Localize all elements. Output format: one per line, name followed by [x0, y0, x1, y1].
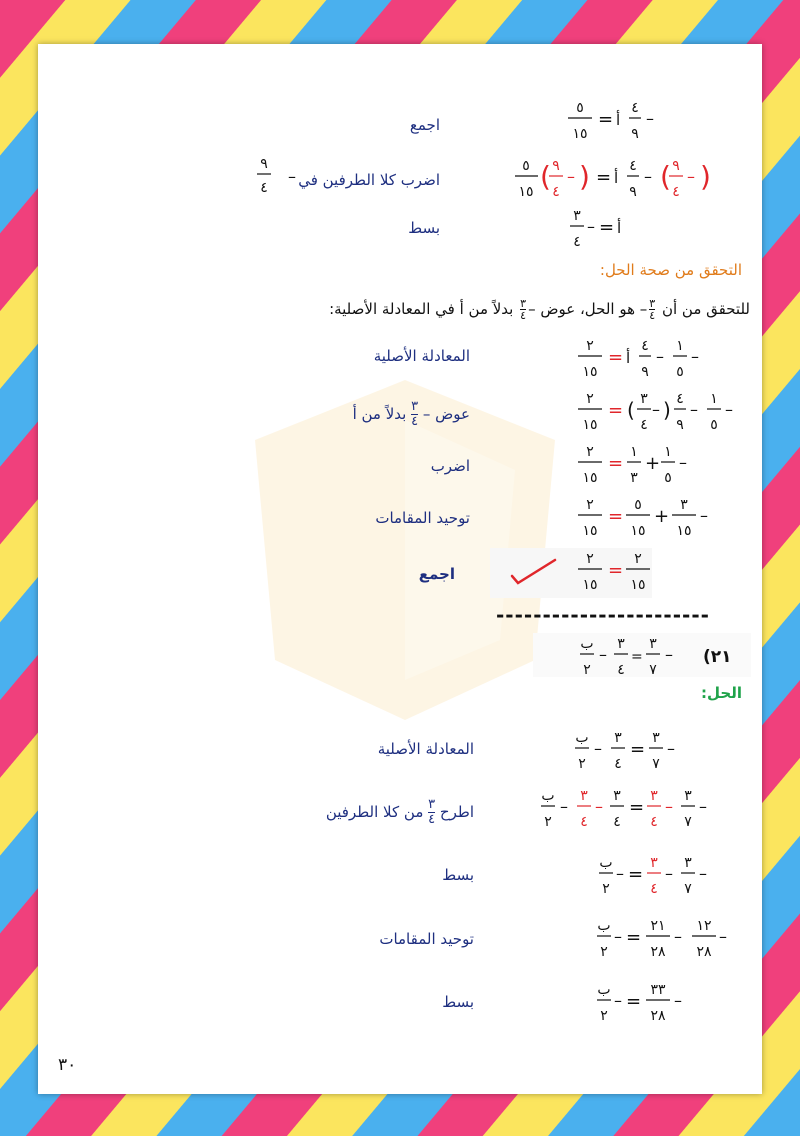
- svg-text:٥: ٥: [710, 417, 718, 433]
- check-equation-2: [572, 383, 752, 437]
- svg-text:٤: ٤: [580, 814, 588, 830]
- svg-text:–: –: [725, 400, 733, 419]
- minus-sign: –: [646, 109, 654, 128]
- svg-text:١٥: ١٥: [582, 364, 598, 380]
- step-label-substitute: عوض – ٣ ٤ بدلاً من أ: [352, 399, 470, 429]
- svg-text:): ): [700, 160, 711, 193]
- svg-text:٣: ٣: [649, 636, 657, 652]
- svg-text:–: –: [690, 400, 698, 419]
- svg-text:ب: ب: [575, 730, 589, 746]
- svg-text:–: –: [595, 797, 603, 816]
- svg-text:ب: ب: [597, 982, 611, 998]
- p21-step-simplify-2: بسط: [442, 993, 474, 1011]
- svg-text:–: –: [614, 927, 622, 946]
- equation-a2: [512, 150, 722, 204]
- p21-step-subtract: اطرح ٣ ٤ من كلا الطرفين: [325, 797, 474, 827]
- svg-text:٣: ٣: [573, 208, 581, 224]
- svg-text:–: –: [719, 927, 727, 946]
- svg-text:٩: ٩: [629, 184, 637, 200]
- svg-text:–: –: [560, 797, 568, 816]
- svg-text:١٥: ١٥: [582, 417, 598, 433]
- svg-text:٧: ٧: [684, 881, 692, 897]
- multiplier-fraction: [254, 150, 304, 202]
- step-label-multiply: اضرب: [430, 457, 470, 475]
- svg-text:–: –: [687, 167, 695, 186]
- svg-text:٤: ٤: [641, 338, 649, 354]
- svg-text:=: =: [608, 560, 624, 581]
- svg-text:٢٨: ٢٨: [696, 944, 712, 960]
- p21-step-simplify: بسط: [442, 866, 474, 884]
- svg-text:١٥: ١٥: [582, 523, 598, 539]
- equals-sign: =: [598, 109, 614, 130]
- svg-text:–: –: [699, 797, 707, 816]
- svg-text:١٥: ١٥: [630, 523, 646, 539]
- check-equation-3: [572, 436, 712, 490]
- svg-text:١: ١: [664, 444, 672, 460]
- svg-text:=: =: [629, 797, 645, 818]
- svg-text:–: –: [652, 400, 660, 419]
- svg-text:٧: ٧: [652, 756, 660, 772]
- svg-text:١٥: ١٥: [518, 184, 534, 200]
- svg-text:–: –: [587, 217, 595, 236]
- fraction-5-15: [568, 100, 592, 142]
- svg-text:٣: ٣: [640, 391, 648, 407]
- svg-text:٥: ٥: [576, 100, 584, 116]
- section-divider: -----------------------: [496, 603, 710, 627]
- svg-text:ب: ب: [541, 788, 555, 804]
- p21-equation-5: [592, 974, 702, 1028]
- solution-label: الحل:: [701, 684, 742, 702]
- page-number: ٣٠: [58, 1055, 77, 1075]
- svg-text:٣: ٣: [580, 788, 588, 804]
- p21-step-original: المعادلة الأصلية: [377, 740, 474, 758]
- svg-text:–: –: [614, 991, 622, 1010]
- svg-text:=: =: [626, 927, 642, 948]
- check-equation-4: [572, 489, 722, 543]
- svg-text:٥: ٥: [522, 158, 530, 174]
- svg-text:٤: ٤: [650, 881, 658, 897]
- svg-text:٥: ٥: [664, 470, 672, 486]
- svg-text:٤: ٤: [260, 180, 268, 196]
- svg-text:٢: ٢: [600, 944, 608, 960]
- svg-text:٢: ٢: [586, 444, 594, 460]
- svg-text:–: –: [674, 991, 682, 1010]
- step-label-add: اجمع: [409, 116, 440, 134]
- svg-text:١٢: ١٢: [696, 918, 712, 934]
- svg-text:(: (: [540, 160, 551, 193]
- svg-text:٣: ٣: [650, 855, 658, 871]
- p21-equation-3: [594, 847, 724, 901]
- svg-text:٣: ٣: [650, 788, 658, 804]
- svg-text:١: ١: [630, 444, 638, 460]
- svg-text:٤: ٤: [650, 814, 658, 830]
- svg-text:٢: ٢: [600, 1008, 608, 1024]
- svg-text:٣: ٣: [684, 788, 692, 804]
- check-equation-1: [572, 330, 752, 384]
- fraction-4-9: [629, 100, 641, 142]
- p21-step-common-denominator: توحيد المقامات: [379, 930, 474, 948]
- svg-text:أ: أ: [626, 349, 631, 367]
- svg-text:٩: ٩: [260, 156, 268, 172]
- svg-text:=: =: [608, 506, 624, 527]
- svg-text:٤: ٤: [640, 417, 648, 433]
- multiplier-frac: [257, 156, 271, 196]
- svg-text:+: +: [654, 506, 670, 527]
- check-equation-5: [572, 543, 662, 597]
- svg-text:١٥: ١٥: [582, 470, 598, 486]
- svg-text:٩: ٩: [641, 364, 649, 380]
- problem-21-statement: [575, 628, 750, 682]
- svg-text:): ): [663, 398, 671, 422]
- svg-text:٥: ٥: [676, 364, 684, 380]
- svg-text:٤: ٤: [552, 184, 560, 200]
- svg-text:١٥: ١٥: [630, 577, 646, 593]
- p21-equation-4: [592, 910, 742, 964]
- svg-text:٢: ٢: [544, 814, 552, 830]
- svg-text:+: +: [645, 453, 661, 474]
- svg-text:١: ١: [676, 338, 684, 354]
- svg-text:٤: ٤: [613, 814, 621, 830]
- svg-text:=: =: [630, 739, 646, 760]
- svg-text:–: –: [699, 864, 707, 883]
- svg-text:٣: ٣: [684, 855, 692, 871]
- step-label-common-denominator: توحيد المقامات: [375, 509, 470, 527]
- svg-text:=: =: [608, 453, 624, 474]
- svg-text:٣٣: ٣٣: [650, 982, 666, 998]
- step-label-original-equation: المعادلة الأصلية: [373, 347, 470, 365]
- svg-text:–: –: [616, 864, 624, 883]
- svg-text:١: ١: [710, 391, 718, 407]
- svg-text:٩: ٩: [676, 417, 684, 433]
- svg-text:٤: ٤: [614, 756, 622, 772]
- svg-text:١٥: ١٥: [582, 577, 598, 593]
- svg-text:ب: ب: [597, 918, 611, 934]
- svg-text:٩: ٩: [552, 158, 560, 174]
- svg-text:=: =: [599, 217, 615, 238]
- step-label-simplify: بسط: [408, 219, 440, 237]
- svg-text:٤: ٤: [629, 158, 637, 174]
- svg-text:٤: ٤: [573, 234, 581, 250]
- p21-equation-1: [570, 722, 690, 776]
- equation-a1: [562, 92, 672, 146]
- svg-text:–: –: [656, 347, 664, 366]
- multiplier-minus: –: [288, 167, 296, 186]
- svg-text:–: –: [665, 864, 673, 883]
- svg-text:–: –: [679, 453, 687, 472]
- problem-number: (٢١: [703, 647, 732, 667]
- p21-equation-2: [536, 780, 726, 834]
- svg-text:٣: ٣: [617, 636, 625, 652]
- checkmark-icon: [510, 556, 558, 586]
- svg-text:–: –: [667, 739, 675, 758]
- svg-text:٩: ٩: [631, 126, 639, 142]
- svg-text:١٥: ١٥: [572, 126, 588, 142]
- svg-text:٣: ٣: [680, 497, 688, 513]
- svg-text:٢: ٢: [586, 338, 594, 354]
- step-label-add-check: اجمع: [418, 565, 455, 583]
- svg-text:أ: أ: [617, 219, 622, 237]
- svg-text:٢١: ٢١: [650, 918, 666, 934]
- svg-text:٢: ٢: [578, 756, 586, 772]
- svg-text:٤: ٤: [617, 662, 625, 678]
- svg-text:–: –: [700, 506, 708, 525]
- svg-text:=: =: [626, 991, 642, 1012]
- svg-text:٣: ٣: [630, 470, 638, 486]
- svg-text:=: =: [608, 347, 624, 368]
- svg-text:٤: ٤: [676, 391, 684, 407]
- svg-text:٩: ٩: [672, 158, 680, 174]
- svg-text:٣: ٣: [613, 788, 621, 804]
- svg-text:–: –: [665, 797, 673, 816]
- svg-text:٣: ٣: [614, 730, 622, 746]
- svg-text:٤: ٤: [631, 100, 639, 116]
- svg-text:٢: ٢: [583, 662, 591, 678]
- svg-text:ب: ب: [599, 855, 613, 871]
- svg-text:٧: ٧: [684, 814, 692, 830]
- svg-text:(: (: [660, 160, 671, 193]
- check-intro-sentence: للتحقق من أن ٣ ٤ – هو الحل، عوض –٣ ٤ بدلاً من أ في المعادلة الأصلية:: [329, 297, 750, 322]
- svg-text:–: –: [691, 347, 699, 366]
- step-label-multiply-both-sides: اضرب كلا الطرفين في: [298, 171, 440, 189]
- svg-text:ب: ب: [580, 636, 594, 652]
- check-heading: التحقق من صحة الحل:: [599, 261, 742, 279]
- svg-text:=: =: [596, 167, 612, 188]
- svg-text:–: –: [567, 167, 575, 186]
- svg-text:٣: ٣: [652, 730, 660, 746]
- svg-text:٢٨: ٢٨: [650, 944, 666, 960]
- svg-text:=: =: [631, 649, 643, 665]
- svg-text:٢٨: ٢٨: [650, 1008, 666, 1024]
- svg-text:–: –: [665, 645, 673, 664]
- variable-a: أ: [616, 111, 621, 129]
- svg-text:–: –: [644, 167, 652, 186]
- svg-text:أ: أ: [614, 169, 619, 187]
- equation-a3: [565, 200, 635, 254]
- svg-text:–: –: [594, 739, 602, 758]
- svg-text:٤: ٤: [672, 184, 680, 200]
- svg-text:–: –: [674, 927, 682, 946]
- svg-text:٧: ٧: [649, 662, 657, 678]
- svg-text:–: –: [599, 645, 607, 664]
- svg-text:٢: ٢: [586, 551, 594, 567]
- svg-text:٢: ٢: [634, 551, 642, 567]
- svg-text:=: =: [628, 864, 644, 885]
- svg-text:(: (: [627, 398, 635, 422]
- svg-text:٢: ٢: [586, 497, 594, 513]
- svg-text:٥: ٥: [634, 497, 642, 513]
- svg-text:٢: ٢: [586, 391, 594, 407]
- svg-text:=: =: [608, 400, 624, 421]
- svg-text:): ): [579, 160, 590, 193]
- svg-text:٢: ٢: [602, 881, 610, 897]
- svg-text:١٥: ١٥: [676, 523, 692, 539]
